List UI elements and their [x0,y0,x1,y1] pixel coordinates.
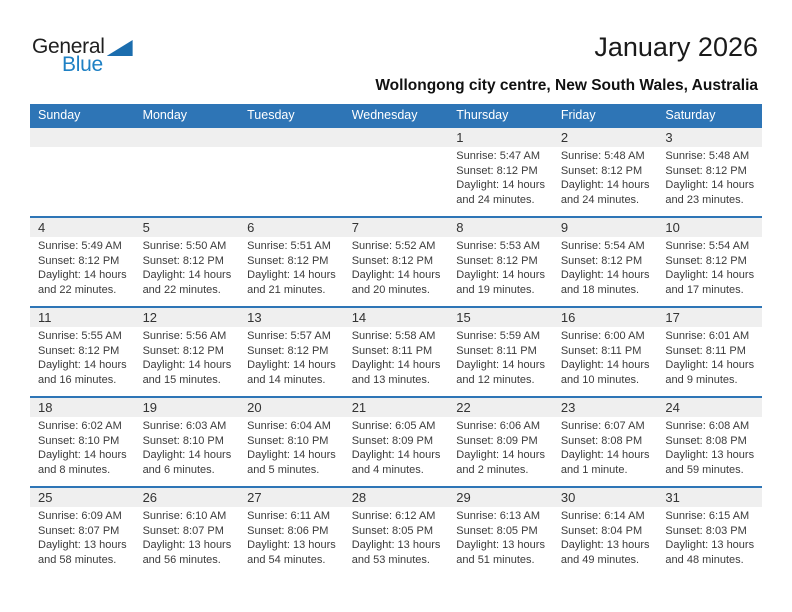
sunset-text: Sunset: 8:10 PM [142,434,224,447]
day-details [448,417,553,477]
day-details [657,417,762,477]
date-number: 11 [38,310,52,325]
logo-text-general: General [32,35,105,58]
date-band [553,308,658,327]
daylight-text: Daylight: 14 hours and 22 minutes. [142,269,232,296]
day-details [448,147,553,207]
sunrise-text: Sunrise: 5:54 AM [665,240,750,252]
day-cell-29 [448,488,553,576]
date-band [135,128,240,147]
date-number: 5 [142,220,150,235]
day-cell-1 [448,128,553,216]
sunrise-text: Sunrise: 6:03 AM [142,420,227,432]
day-details [553,147,658,207]
day-cell-31 [657,488,762,576]
date-number: 3 [665,130,673,145]
logo-text-blue: Blue [62,53,103,76]
sunrise-text: Sunrise: 6:05 AM [351,420,436,432]
day-cell-24 [657,398,762,486]
day-cell-empty [135,128,240,216]
date-band [30,488,135,507]
day-cell-6 [239,218,344,306]
daylight-text: Daylight: 14 hours and 22 minutes. [38,269,127,296]
day-details [448,507,553,567]
date-number: 10 [665,220,680,235]
date-band [657,128,762,147]
date-band [553,488,658,507]
daylight-text: Daylight: 13 hours and 58 minutes. [38,539,127,566]
daylight-text: Daylight: 13 hours and 53 minutes. [351,539,441,566]
day-cell-18 [30,398,135,486]
date-band [553,218,658,237]
date-band [30,308,135,327]
daylight-text: Daylight: 14 hours and 18 minutes. [560,269,650,296]
day-details [135,417,240,477]
day-details [239,237,344,297]
day-details [239,327,344,387]
date-number: 9 [560,220,569,235]
day-cell-28 [344,488,449,576]
daylight-text: Daylight: 14 hours and 2 minutes. [456,449,545,476]
day-cell-15 [448,308,553,396]
daylight-text: Daylight: 14 hours and 10 minutes. [560,359,650,386]
daylight-text: Daylight: 13 hours and 56 minutes. [142,539,232,566]
sunset-text: Sunset: 8:12 PM [665,164,747,177]
sunrise-text: Sunrise: 6:04 AM [247,420,331,432]
weekday-header-wednesday: Wednesday [351,108,418,122]
sunset-text: Sunset: 8:12 PM [351,254,434,267]
date-band [344,488,449,507]
sunrise-text: Sunrise: 6:02 AM [38,420,122,432]
date-band [344,398,449,417]
day-details [657,327,762,387]
day-cell-empty [239,128,344,216]
calendar-table [30,104,762,576]
sunset-text: Sunset: 8:11 PM [665,344,746,357]
daylight-text: Daylight: 14 hours and 4 minutes. [351,449,441,476]
day-cell-empty [344,128,449,216]
day-details [135,237,240,297]
date-band [135,308,240,327]
sunrise-text: Sunrise: 5:57 AM [247,330,331,342]
sunset-text: Sunset: 8:12 PM [142,344,224,357]
date-band [239,308,344,327]
date-number: 27 [247,490,262,505]
sunrise-text: Sunrise: 6:08 AM [665,420,750,432]
page-title: January 2026 [594,32,758,62]
date-number: 7 [351,220,359,235]
daylight-text: Daylight: 14 hours and 19 minutes. [456,269,545,296]
day-cell-7 [344,218,449,306]
date-band [239,398,344,417]
date-band [239,128,344,147]
daylight-text: Daylight: 13 hours and 48 minutes. [665,539,755,566]
date-number: 22 [456,400,471,415]
date-band [448,398,553,417]
daylight-text: Daylight: 13 hours and 51 minutes. [456,539,545,566]
date-number: 25 [38,490,53,505]
weekday-header-sunday: Sunday [38,108,81,122]
date-number: 8 [456,220,464,235]
daylight-text: Daylight: 14 hours and 16 minutes. [38,359,127,386]
daylight-text: Daylight: 14 hours and 9 minutes. [665,359,755,386]
date-number: 1 [456,130,464,145]
sunrise-text: Sunrise: 5:51 AM [247,240,331,252]
weekday-header-friday: Friday [560,108,596,122]
sunset-text: Sunset: 8:04 PM [560,524,643,537]
day-details [553,507,658,567]
day-cell-9 [553,218,658,306]
sunset-text: Sunset: 8:12 PM [247,254,329,267]
day-cell-23 [553,398,658,486]
day-cell-27 [239,488,344,576]
date-band [30,398,135,417]
day-cell-3 [657,128,762,216]
date-band [448,218,553,237]
date-band [448,488,553,507]
sunrise-text: Sunrise: 5:48 AM [665,150,750,162]
sunset-text: Sunset: 8:11 PM [351,344,433,357]
sunset-text: Sunset: 8:12 PM [456,254,538,267]
date-band [553,398,658,417]
date-band [30,218,135,237]
sunrise-text: Sunrise: 5:50 AM [142,240,227,252]
sunset-text: Sunset: 8:11 PM [456,344,537,357]
day-cell-5 [135,218,240,306]
sunrise-text: Sunrise: 6:15 AM [665,510,750,522]
weekday-header-saturday: Saturday [665,108,716,122]
sunrise-text: Sunrise: 6:12 AM [351,510,436,522]
sunset-text: Sunset: 8:10 PM [38,434,120,447]
day-details [239,417,344,477]
daylight-text: Daylight: 14 hours and 20 minutes. [351,269,441,296]
date-number: 14 [351,310,367,325]
sunrise-text: Sunrise: 5:53 AM [456,240,541,252]
day-cell-26 [135,488,240,576]
date-band [239,218,344,237]
daylight-text: Daylight: 14 hours and 1 minute. [560,449,650,476]
sunrise-text: Sunrise: 6:13 AM [456,510,541,522]
sunset-text: Sunset: 8:06 PM [247,524,329,537]
sunrise-text: Sunrise: 5:47 AM [456,150,541,162]
sunset-text: Sunset: 8:12 PM [560,254,643,267]
daylight-text: Daylight: 14 hours and 21 minutes. [247,269,336,296]
date-number: 31 [665,490,680,505]
date-number: 16 [560,310,576,325]
week-row-5 [30,486,762,576]
date-band [657,488,762,507]
sunset-text: Sunset: 8:11 PM [560,344,642,357]
day-cell-empty [30,128,135,216]
sunrise-text: Sunrise: 6:07 AM [560,420,645,432]
week-row-4 [30,396,762,486]
day-details [553,417,658,477]
date-band [30,128,135,147]
date-band [657,218,762,237]
day-cell-21 [344,398,449,486]
day-cell-12 [135,308,240,396]
day-cell-17 [657,308,762,396]
date-band [448,308,553,327]
daylight-text: Daylight: 13 hours and 49 minutes. [560,539,650,566]
sunset-text: Sunset: 8:12 PM [142,254,224,267]
date-number: 21 [351,400,367,415]
day-cell-25 [30,488,135,576]
day-cell-16 [553,308,658,396]
sunset-text: Sunset: 8:03 PM [665,524,747,537]
sunrise-text: Sunrise: 5:58 AM [351,330,436,342]
daylight-text: Daylight: 14 hours and 23 minutes. [665,179,755,206]
daylight-text: Daylight: 14 hours and 6 minutes. [142,449,232,476]
generalblue-logo [32,36,133,75]
sunset-text: Sunset: 8:12 PM [560,164,643,177]
sunrise-text: Sunrise: 5:59 AM [456,330,541,342]
day-details [344,237,449,297]
date-number: 20 [247,400,262,415]
day-cell-8 [448,218,553,306]
date-number: 2 [560,130,569,145]
day-cell-22 [448,398,553,486]
daylight-text: Daylight: 14 hours and 8 minutes. [38,449,127,476]
date-band [135,488,240,507]
day-cell-30 [553,488,658,576]
day-details [657,507,762,567]
date-number: 17 [665,310,680,325]
date-number: 13 [247,310,262,325]
date-band [135,398,240,417]
day-details [30,237,135,297]
day-details [657,147,762,207]
day-details [30,327,135,387]
date-number: 19 [142,400,158,415]
day-details [448,237,553,297]
date-number: 24 [665,400,680,415]
location-subtitle: Wollongong city centre, New South Wales, Australia [375,77,758,94]
sunset-text: Sunset: 8:12 PM [247,344,329,357]
weekday-header-tuesday: Tuesday [247,108,295,122]
day-cell-10 [657,218,762,306]
day-details [553,327,658,387]
date-band [448,128,553,147]
date-number: 30 [560,490,576,505]
sunset-text: Sunset: 8:07 PM [142,524,224,537]
date-number: 4 [38,220,46,235]
day-details [30,507,135,567]
sunrise-text: Sunrise: 6:09 AM [38,510,122,522]
daylight-text: Daylight: 14 hours and 14 minutes. [247,359,336,386]
sunrise-text: Sunrise: 6:14 AM [560,510,645,522]
sunrise-text: Sunrise: 5:55 AM [38,330,122,342]
sunrise-text: Sunrise: 6:01 AM [665,330,750,342]
sunrise-text: Sunrise: 5:52 AM [351,240,436,252]
daylight-text: Daylight: 14 hours and 24 minutes. [456,179,545,206]
day-details [344,417,449,477]
sunset-text: Sunset: 8:12 PM [665,254,747,267]
sunrise-text: Sunrise: 6:10 AM [142,510,227,522]
weekday-header-monday: Monday [142,108,188,122]
sunset-text: Sunset: 8:07 PM [38,524,120,537]
daylight-text: Daylight: 13 hours and 59 minutes. [665,449,755,476]
day-details [553,237,658,297]
sunset-text: Sunset: 8:05 PM [456,524,538,537]
date-band [553,128,658,147]
date-number: 29 [456,490,471,505]
week-row-1 [30,126,762,216]
date-number: 12 [142,310,158,325]
date-band [239,488,344,507]
weekday-header-thursday: Thursday [456,108,509,122]
sunrise-text: Sunrise: 5:48 AM [560,150,645,162]
date-band [344,308,449,327]
date-number: 6 [247,220,255,235]
sunrise-text: Sunrise: 6:06 AM [456,420,541,432]
day-details [239,507,344,567]
day-details [344,507,449,567]
week-row-3 [30,306,762,396]
day-details [30,417,135,477]
day-cell-13 [239,308,344,396]
sunset-text: Sunset: 8:12 PM [38,254,120,267]
daylight-text: Daylight: 13 hours and 54 minutes. [247,539,336,566]
sunset-text: Sunset: 8:09 PM [456,434,538,447]
day-details [657,237,762,297]
date-band [657,308,762,327]
date-band [344,218,449,237]
date-number: 28 [351,490,367,505]
sunrise-text: Sunrise: 6:00 AM [560,330,645,342]
week-row-2 [30,216,762,306]
daylight-text: Daylight: 14 hours and 12 minutes. [456,359,545,386]
date-number: 18 [38,400,53,415]
sunset-text: Sunset: 8:05 PM [351,524,434,537]
day-cell-11 [30,308,135,396]
sunrise-text: Sunrise: 5:54 AM [560,240,645,252]
sunrise-text: Sunrise: 6:11 AM [247,510,331,522]
date-number: 26 [142,490,158,505]
sunset-text: Sunset: 8:08 PM [665,434,747,447]
date-number: 23 [560,400,576,415]
sunset-text: Sunset: 8:12 PM [456,164,538,177]
daylight-text: Daylight: 14 hours and 13 minutes. [351,359,441,386]
sunset-text: Sunset: 8:08 PM [560,434,643,447]
day-cell-2 [553,128,658,216]
daylight-text: Daylight: 14 hours and 24 minutes. [560,179,650,206]
sunset-text: Sunset: 8:09 PM [351,434,434,447]
date-band [135,218,240,237]
day-details [344,327,449,387]
day-cell-14 [344,308,449,396]
sunset-text: Sunset: 8:10 PM [247,434,329,447]
daylight-text: Daylight: 14 hours and 5 minutes. [247,449,336,476]
date-band [657,398,762,417]
day-details [135,507,240,567]
daylight-text: Daylight: 14 hours and 17 minutes. [665,269,755,296]
day-details [135,327,240,387]
day-cell-19 [135,398,240,486]
day-cell-20 [239,398,344,486]
sunset-text: Sunset: 8:12 PM [38,344,120,357]
date-number: 15 [456,310,471,325]
day-details [448,327,553,387]
daylight-text: Daylight: 14 hours and 15 minutes. [142,359,232,386]
day-cell-4 [30,218,135,306]
sunrise-text: Sunrise: 5:56 AM [142,330,227,342]
sunrise-text: Sunrise: 5:49 AM [38,240,122,252]
weekday-header-row [30,104,762,126]
date-band [344,128,449,147]
